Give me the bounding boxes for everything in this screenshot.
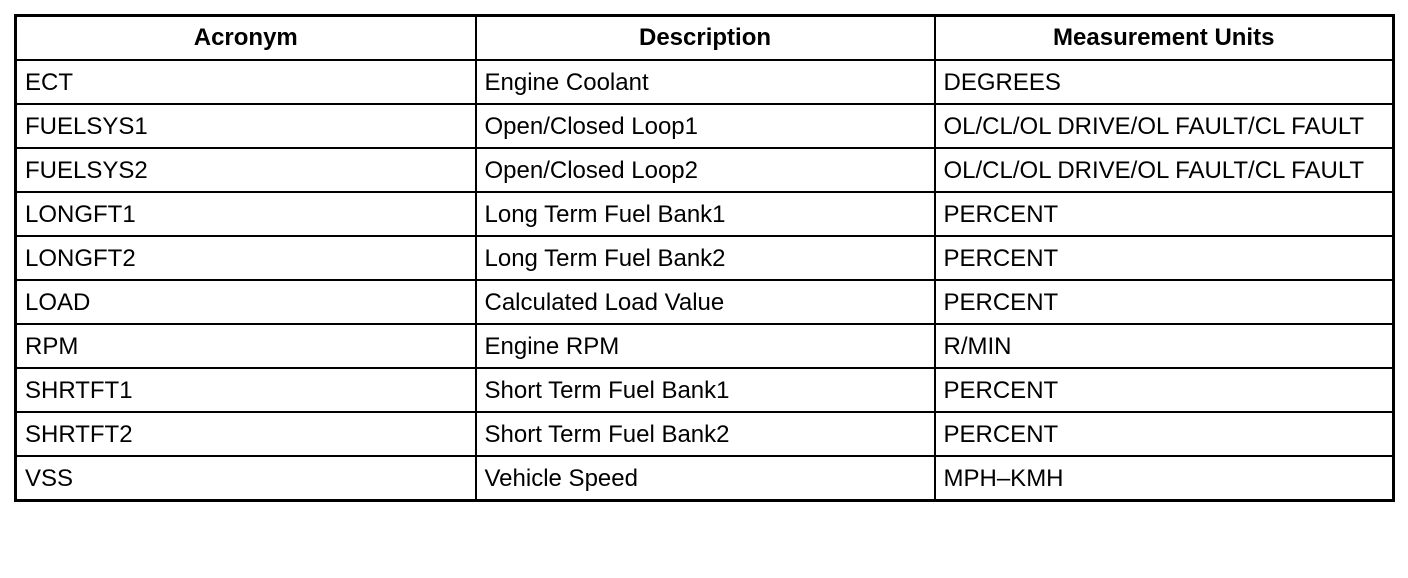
header-acronym: Acronym xyxy=(16,16,476,61)
cell-description: Engine Coolant xyxy=(476,60,935,104)
table-row xyxy=(16,280,1394,324)
cell-acronym: SHRTFT1 xyxy=(16,368,476,412)
table-row xyxy=(16,412,1394,456)
header-description: Description xyxy=(476,16,935,61)
cell-units: OL/CL/OL DRIVE/OL FAULT/CL FAULT xyxy=(935,104,1394,148)
table-row xyxy=(16,60,1394,104)
cell-description: Long Term Fuel Bank1 xyxy=(476,192,935,236)
table-header xyxy=(16,16,1394,61)
header-measurement-units: Measurement Units xyxy=(935,16,1394,61)
cell-units: PERCENT xyxy=(935,280,1394,324)
cell-units: R/MIN xyxy=(935,324,1394,368)
table-row xyxy=(16,368,1394,412)
cell-units: PERCENT xyxy=(935,236,1394,280)
cell-acronym: FUELSYS2 xyxy=(16,148,476,192)
table-row xyxy=(16,456,1394,501)
table-row xyxy=(16,192,1394,236)
cell-description: Vehicle Speed xyxy=(476,456,935,501)
acronym-table xyxy=(14,14,1395,502)
table-row xyxy=(16,104,1394,148)
cell-acronym: LONGFT2 xyxy=(16,236,476,280)
table-row xyxy=(16,324,1394,368)
table-body xyxy=(16,60,1394,501)
table-row xyxy=(16,236,1394,280)
cell-units: MPH–KMH xyxy=(935,456,1394,501)
cell-acronym: SHRTFT2 xyxy=(16,412,476,456)
cell-acronym: LOAD xyxy=(16,280,476,324)
cell-description: Short Term Fuel Bank2 xyxy=(476,412,935,456)
cell-acronym: VSS xyxy=(16,456,476,501)
cell-units: PERCENT xyxy=(935,192,1394,236)
cell-units: PERCENT xyxy=(935,412,1394,456)
cell-description: Open/Closed Loop1 xyxy=(476,104,935,148)
cell-description: Long Term Fuel Bank2 xyxy=(476,236,935,280)
cell-description: Engine RPM xyxy=(476,324,935,368)
acronym-table-container xyxy=(14,14,1392,502)
cell-acronym: LONGFT1 xyxy=(16,192,476,236)
cell-description: Short Term Fuel Bank1 xyxy=(476,368,935,412)
cell-units: DEGREES xyxy=(935,60,1394,104)
cell-units: OL/CL/OL DRIVE/OL FAULT/CL FAULT xyxy=(935,148,1394,192)
cell-acronym: FUELSYS1 xyxy=(16,104,476,148)
header-row xyxy=(16,16,1394,61)
table-row xyxy=(16,148,1394,192)
cell-units: PERCENT xyxy=(935,368,1394,412)
cell-description: Open/Closed Loop2 xyxy=(476,148,935,192)
cell-acronym: ECT xyxy=(16,60,476,104)
cell-acronym: RPM xyxy=(16,324,476,368)
cell-description: Calculated Load Value xyxy=(476,280,935,324)
